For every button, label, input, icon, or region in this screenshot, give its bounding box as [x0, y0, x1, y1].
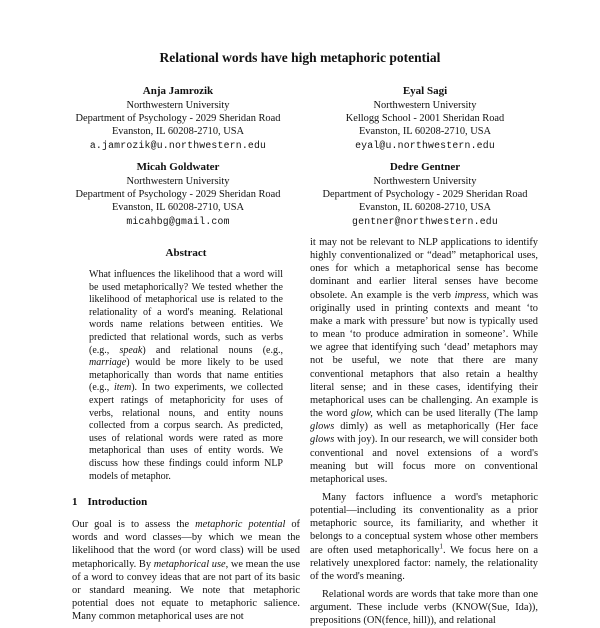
author-email: eyal@u.northwestern.edu — [355, 139, 495, 151]
author-name: Anja Jamrozik — [142, 85, 214, 97]
author-address: Evanston, IL 60208-2710, USA — [358, 202, 492, 214]
body-paragraph: Many factors influence a word's metaphoric potential—including its conventionality as a prior metaphoric source, its familiarity, and whether it belongs to a conceptual system whose other members are often used metaphorically$^1$. We focus here on a relatively unexplored factor: namely, the relationality of the word's meaning. — [310, 491, 538, 582]
section-title: Introduction — [87, 496, 148, 509]
section-heading — [72, 495, 300, 509]
author-name: Micah Goldwater — [136, 161, 220, 173]
paper-title: Relational words have high metaphoric potential — [159, 50, 441, 65]
author-block — [305, 84, 545, 152]
author-email: gentner@northwestern.edu — [352, 215, 498, 227]
abstract-heading: Abstract — [165, 247, 207, 259]
author-email: micahbg@gmail.com — [126, 215, 230, 227]
footnote-marker: 1 — [439, 542, 444, 551]
author-department: Kellogg School - 2001 Sheridan Road — [345, 113, 505, 125]
author-name: Dedre Gentner — [389, 161, 461, 173]
body-paragraph: it may not be relevant to NLP applications to identify highly conventionalized or “dead” metaphorical uses, ones for which a metaphorical sense has become dominant and earlier literal senses have become obsolete. An example is the verb impress, which was originally used in printing contexts and meant ‘to make a mark with pressure’ but now is typically used to mean ‘to produce admiration in someone’. While we agree that identifying such ‘dead’ metaphors may not be useful, we note that there are many conventional metaphors that also retain a healthy literal sense; and in these cases, identifying their metaphorical uses can be challenging. An example is the word glow, which can be used literally (The lamp glows dimly) as well as metaphorically (Her face glows with joy). In our research, we will consider both conventional and novel extensions of a word's meaning but will focus more on conventional metaphorical uses. — [310, 237, 539, 485]
author-affiliation: Northwestern University — [126, 176, 230, 187]
section-number: 1 — [72, 496, 78, 509]
intro-paragraph: Our goal is to assess the metaphoric potential of words and word classes—by which we mean the likelihood that the word (or word class) will be used metaphorically. By metaphorical use, we mean the use of a word to convey ideas that are not part of its basic or standard meaning. We note that metaphoric potential does not equate to metaphoric salience. Many common metaphorical uses are not — [72, 519, 301, 623]
body-paragraph: Relational words are words that take more than one argument. These include verbs (KNOW(Sue, Ida)), prepositions (ON(fence, hill)), and relational — [310, 589, 538, 627]
author-block — [58, 84, 298, 152]
right-column — [310, 236, 538, 628]
author-address: Evanston, IL 60208-2710, USA — [111, 202, 245, 214]
author-affiliation: Northwestern University — [373, 100, 477, 111]
abstract-text: What influences the likelihood that a word will be used metaphorically? We tested whether the likelihood of metaphorical use is related to the relationality of a word's meaning. Relational words name relations between entities. We predicted that relational words, such as verbs (e.g., speak) and relational nouns (e.g., marriage) would be more likely to be used metaphorically than words that name entities (e.g., item). In two experiments, we collected expert ratings of metaphoricity for uses of verbs, relational nouns, and entity nouns collected from a corpus search. As predicted, uses of relational words were rated as more metaphorical than uses of entity words. We discuss how these findings could inform NLP models of metaphor. — [89, 269, 283, 482]
author-department: Department of Psychology - 2029 Sheridan Road — [75, 189, 281, 201]
author-department: Department of Psychology - 2029 Sheridan Road — [322, 189, 528, 201]
left-column — [72, 246, 300, 623]
author-block — [58, 160, 298, 228]
author-name: Eyal Sagi — [402, 85, 448, 97]
author-affiliation: Northwestern University — [373, 176, 477, 187]
author-email: a.jamrozik@u.northwestern.edu — [89, 139, 267, 151]
author-address: Evanston, IL 60208-2710, USA — [111, 126, 245, 138]
author-affiliation: Northwestern University — [126, 100, 230, 111]
author-address: Evanston, IL 60208-2710, USA — [358, 126, 492, 138]
author-department: Department of Psychology - 2029 Sheridan Road — [75, 113, 281, 125]
author-block — [305, 160, 545, 228]
